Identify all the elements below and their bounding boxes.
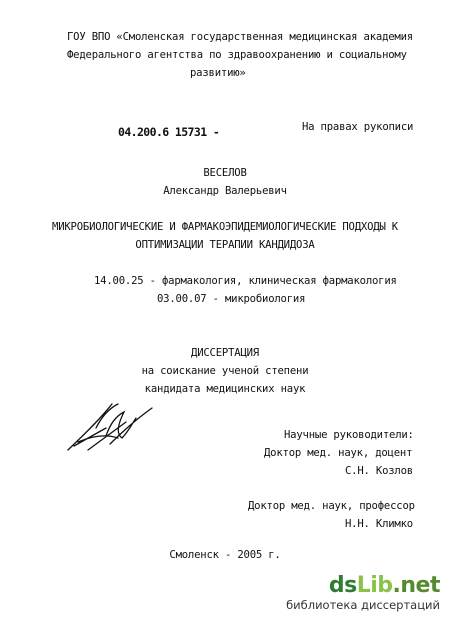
manuscript-rights: На правах рукописи [302, 121, 414, 133]
title-line-2: ОПТИМИЗАЦИИ ТЕРАПИИ КАНДИДОЗА [135, 239, 315, 251]
watermark-subtitle: библиотека диссертаций [286, 598, 440, 612]
city-year: Смоленск - 2005 г. [169, 549, 281, 561]
degree-line-2: на соискание ученой степени [141, 365, 309, 377]
org-line-1: ГОУ ВПО «Смоленская государственная медицинская академия [67, 31, 413, 43]
author-signature [66, 398, 154, 456]
degree-heading: ДИССЕРТАЦИЯ [191, 347, 259, 359]
specialty-line-2: 03.00.07 - микробиология [157, 293, 306, 305]
supervisor-2-title: Доктор мед. наук, профессор [248, 500, 415, 512]
supervisors-heading: Научные руководители: [284, 429, 414, 441]
specialty-line-1: 14.00.25 - фармакология, клиническая фармакология [94, 275, 397, 287]
dslib-watermark [286, 574, 440, 612]
logo-lib: Lib [356, 573, 393, 598]
author-name: Александр Валерьевич [163, 185, 287, 197]
org-line-2: Федерального агентства по здравоохранению и социальному [67, 49, 407, 61]
author-surname: ВЕСЕЛОВ [203, 167, 247, 179]
registry-stamp: 04.200.6 15731 - [118, 125, 220, 139]
supervisor-1-title: Доктор мед. наук, доцент [264, 447, 413, 459]
logo-ds: ds [328, 573, 357, 598]
degree-line-3: кандидата медицинских наук [144, 383, 306, 395]
org-line-3: развитию» [190, 67, 246, 79]
logo-net: .net [392, 573, 440, 598]
dslib-logo [286, 574, 440, 598]
supervisor-1-name: С.Н. Козлов [345, 465, 413, 477]
supervisor-2-name: Н.Н. Климко [345, 518, 413, 530]
title-line-1: МИКРОБИОЛОГИЧЕСКИЕ И ФАРМАКОЭПИДЕМИОЛОГИЧЕСКИЕ ПОДХОДЫ К [52, 221, 398, 233]
